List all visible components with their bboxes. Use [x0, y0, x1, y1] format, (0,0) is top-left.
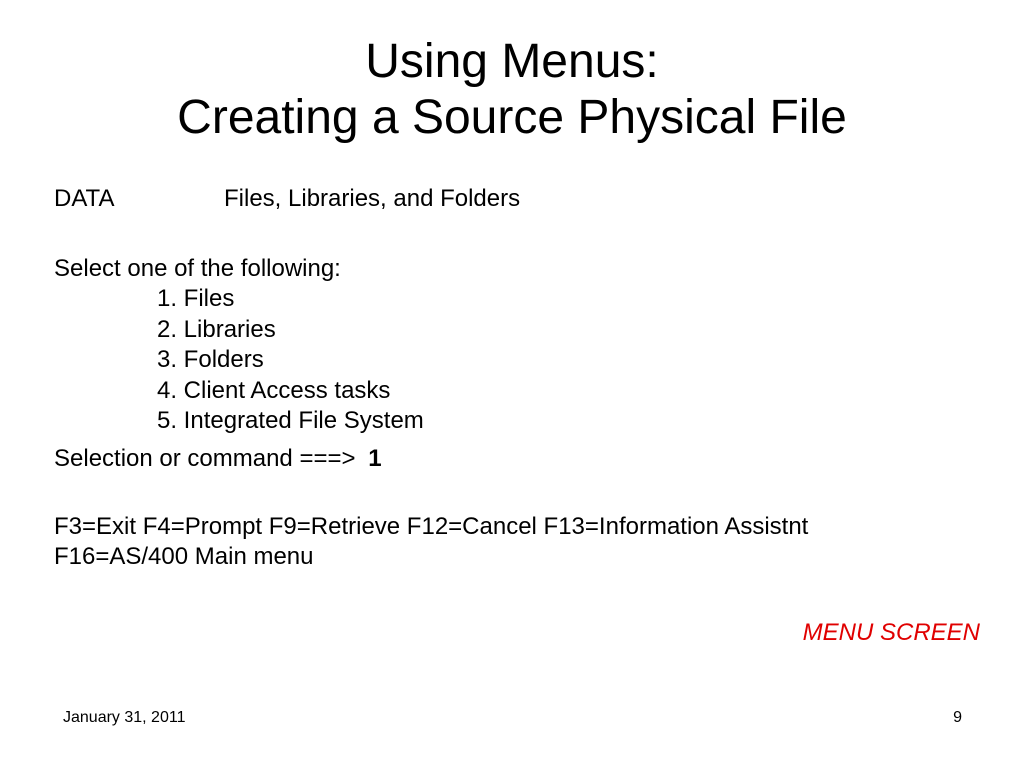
function-keys-line-1: F3=Exit F4=Prompt F9=Retrieve F12=Cancel F13=Information Assistnt — [54, 513, 809, 540]
menu-name: DATA — [54, 185, 115, 212]
select-prompt: Select one of the following: — [54, 255, 341, 282]
selection-row — [54, 444, 382, 474]
footer-page-number: 9 — [953, 709, 962, 726]
slide-title — [0, 34, 1024, 146]
menu-description: Files, Libraries, and Folders — [224, 185, 521, 212]
slide-title-line-2: Creating a Source Physical File — [177, 91, 847, 144]
menu-option: 1. Files — [157, 285, 235, 312]
menu-option: 5. Integrated File System — [157, 407, 424, 434]
selection-label: Selection or command ===> — [54, 445, 356, 472]
selection-value: 1 — [368, 445, 382, 472]
menu-option: 4. Client Access tasks — [157, 376, 391, 404]
menu-header-row — [54, 184, 521, 214]
menu-option: 2. Libraries — [157, 315, 276, 343]
function-keys-line-2: F16=AS/400 Main menu — [54, 543, 314, 570]
menu-screen-label: MENU SCREEN — [802, 619, 980, 646]
menu-options-list — [157, 284, 424, 437]
menu-option: 3. Folders — [157, 346, 264, 373]
footer-date: January 31, 2011 — [63, 709, 186, 726]
slide-title-line-1: Using Menus: — [365, 35, 659, 88]
